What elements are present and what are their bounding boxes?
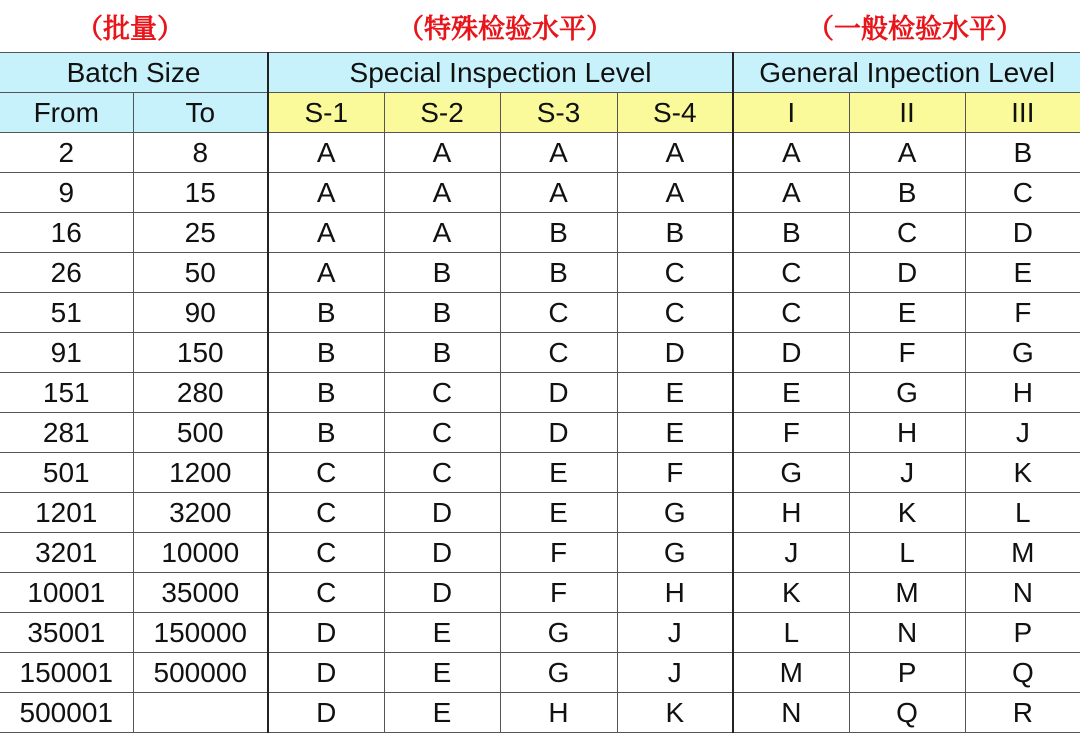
cell-s-1: C xyxy=(268,573,384,613)
cell-s-4: J xyxy=(617,653,733,693)
cell-i: K xyxy=(733,573,849,613)
cell-s-1: A xyxy=(268,213,384,253)
cell-s-4: D xyxy=(617,333,733,373)
cell-ii: B xyxy=(849,173,965,213)
cell-ii: P xyxy=(849,653,965,693)
column-header-i: I xyxy=(733,93,849,133)
cell-ii: C xyxy=(849,213,965,253)
cell-i: C xyxy=(733,253,849,293)
table-row xyxy=(0,573,1080,613)
cell-to: 280 xyxy=(133,373,268,413)
cell-s-1: B xyxy=(268,373,384,413)
cell-from: 51 xyxy=(0,293,133,333)
cell-iii: G xyxy=(965,333,1080,373)
cell-s-4: K xyxy=(617,693,733,733)
cell-from: 16 xyxy=(0,213,133,253)
table-row xyxy=(0,613,1080,653)
cell-s-1: D xyxy=(268,653,384,693)
table-row xyxy=(0,533,1080,573)
batch-label-cn: （批量） xyxy=(76,14,184,45)
cell-s-1: A xyxy=(268,173,384,213)
column-header-row xyxy=(0,93,1080,133)
cell-s-2: A xyxy=(384,173,500,213)
table-row xyxy=(0,413,1080,453)
cell-s-2: D xyxy=(384,493,500,533)
cell-iii: L xyxy=(965,493,1080,533)
cell-to: 3200 xyxy=(133,493,268,533)
table-row xyxy=(0,293,1080,333)
cell-iii: J xyxy=(965,413,1080,453)
cell-s-1: C xyxy=(268,533,384,573)
cell-from: 500001 xyxy=(0,693,133,733)
cell-from: 10001 xyxy=(0,573,133,613)
cell-to: 500000 xyxy=(133,653,268,693)
group-header-row xyxy=(0,53,1080,93)
cell-s-2: B xyxy=(384,293,500,333)
table-row xyxy=(0,693,1080,733)
cell-iii: F xyxy=(965,293,1080,333)
table-row xyxy=(0,373,1080,413)
cell-s-4: H xyxy=(617,573,733,613)
table-row xyxy=(0,133,1080,173)
column-header-ii: II xyxy=(849,93,965,133)
cell-s-4: J xyxy=(617,613,733,653)
cell-iii: R xyxy=(965,693,1080,733)
cell-iii: M xyxy=(965,533,1080,573)
cell-i: J xyxy=(733,533,849,573)
cell-iii: K xyxy=(965,453,1080,493)
cell-iii: B xyxy=(965,133,1080,173)
cell-ii: N xyxy=(849,613,965,653)
cell-ii: L xyxy=(849,533,965,573)
cell-s-3: B xyxy=(500,213,617,253)
general-level-label-cn: （一般检验水平） xyxy=(807,14,1023,45)
cell-s-1: A xyxy=(268,133,384,173)
cell-s-2: A xyxy=(384,213,500,253)
cell-from: 150001 xyxy=(0,653,133,693)
cell-to xyxy=(133,693,268,733)
cell-s-2: D xyxy=(384,573,500,613)
cell-s-3: H xyxy=(500,693,617,733)
cell-s-3: D xyxy=(500,413,617,453)
cell-iii: N xyxy=(965,573,1080,613)
cell-s-3: G xyxy=(500,613,617,653)
table-row xyxy=(0,493,1080,533)
cell-ii: K xyxy=(849,493,965,533)
cell-s-1: A xyxy=(268,253,384,293)
table-row xyxy=(0,213,1080,253)
cell-to: 35000 xyxy=(133,573,268,613)
cell-s-3: D xyxy=(500,373,617,413)
cell-to: 50 xyxy=(133,253,268,293)
cell-ii: H xyxy=(849,413,965,453)
column-header-s-4: S-4 xyxy=(617,93,733,133)
cell-iii: E xyxy=(965,253,1080,293)
cell-s-4: B xyxy=(617,213,733,253)
cell-s-2: A xyxy=(384,133,500,173)
cell-s-4: G xyxy=(617,533,733,573)
cell-s-3: A xyxy=(500,173,617,213)
general-level-header: General Inpection Level xyxy=(733,53,1080,93)
table-row xyxy=(0,173,1080,213)
cell-i: D xyxy=(733,333,849,373)
cell-i: G xyxy=(733,453,849,493)
cell-s-4: E xyxy=(617,413,733,453)
cell-s-1: C xyxy=(268,453,384,493)
cell-from: 35001 xyxy=(0,613,133,653)
special-level-label-cn: （特殊检验水平） xyxy=(397,14,613,45)
cell-s-2: C xyxy=(384,413,500,453)
cell-from: 1201 xyxy=(0,493,133,533)
cell-from: 151 xyxy=(0,373,133,413)
cell-i: A xyxy=(733,133,849,173)
table-row xyxy=(0,333,1080,373)
cell-i: E xyxy=(733,373,849,413)
cell-s-3: C xyxy=(500,293,617,333)
cell-to: 1200 xyxy=(133,453,268,493)
cell-ii: Q xyxy=(849,693,965,733)
column-header-from: From xyxy=(0,93,133,133)
cell-from: 26 xyxy=(0,253,133,293)
cell-s-1: B xyxy=(268,333,384,373)
column-header-s-2: S-2 xyxy=(384,93,500,133)
cell-s-2: E xyxy=(384,653,500,693)
cell-from: 3201 xyxy=(0,533,133,573)
cell-s-2: D xyxy=(384,533,500,573)
table-row xyxy=(0,253,1080,293)
column-header-s-1: S-1 xyxy=(268,93,384,133)
cell-i: B xyxy=(733,213,849,253)
special-level-header: Special Inspection Level xyxy=(268,53,733,93)
cell-s-2: E xyxy=(384,693,500,733)
cell-ii: E xyxy=(849,293,965,333)
cell-s-3: E xyxy=(500,493,617,533)
cell-i: F xyxy=(733,413,849,453)
cell-s-1: C xyxy=(268,493,384,533)
cell-s-2: B xyxy=(384,253,500,293)
cell-s-3: G xyxy=(500,653,617,693)
cell-s-4: G xyxy=(617,493,733,533)
cell-s-3: C xyxy=(500,333,617,373)
cell-s-2: B xyxy=(384,333,500,373)
cell-s-4: E xyxy=(617,373,733,413)
cell-i: L xyxy=(733,613,849,653)
cell-i: N xyxy=(733,693,849,733)
cell-s-2: C xyxy=(384,373,500,413)
batch-size-header: Batch Size xyxy=(0,53,268,93)
cell-iii: H xyxy=(965,373,1080,413)
cell-s-3: A xyxy=(500,133,617,173)
cell-s-1: B xyxy=(268,293,384,333)
cell-s-3: F xyxy=(500,533,617,573)
cell-s-1: B xyxy=(268,413,384,453)
table-row xyxy=(0,453,1080,493)
cell-iii: Q xyxy=(965,653,1080,693)
table-body xyxy=(0,133,1080,733)
column-header-iii: III xyxy=(965,93,1080,133)
cell-from: 501 xyxy=(0,453,133,493)
cell-s-3: E xyxy=(500,453,617,493)
cell-from: 9 xyxy=(0,173,133,213)
cell-to: 8 xyxy=(133,133,268,173)
cell-iii: P xyxy=(965,613,1080,653)
cell-s-1: D xyxy=(268,693,384,733)
column-header-to: To xyxy=(133,93,268,133)
table-row xyxy=(0,653,1080,693)
cell-s-2: C xyxy=(384,453,500,493)
cell-from: 91 xyxy=(0,333,133,373)
cell-ii: G xyxy=(849,373,965,413)
cell-to: 25 xyxy=(133,213,268,253)
cell-ii: J xyxy=(849,453,965,493)
cell-to: 10000 xyxy=(133,533,268,573)
cell-to: 90 xyxy=(133,293,268,333)
cell-to: 150000 xyxy=(133,613,268,653)
cell-s-3: B xyxy=(500,253,617,293)
cell-i: H xyxy=(733,493,849,533)
sample-size-code-table xyxy=(0,52,1080,733)
cell-s-4: A xyxy=(617,173,733,213)
cell-s-2: E xyxy=(384,613,500,653)
cell-ii: D xyxy=(849,253,965,293)
cell-i: A xyxy=(733,173,849,213)
cell-iii: D xyxy=(965,213,1080,253)
cell-iii: C xyxy=(965,173,1080,213)
cell-from: 2 xyxy=(0,133,133,173)
cell-i: M xyxy=(733,653,849,693)
cell-s-3: F xyxy=(500,573,617,613)
cell-s-1: D xyxy=(268,613,384,653)
cell-ii: A xyxy=(849,133,965,173)
cell-to: 500 xyxy=(133,413,268,453)
cell-i: C xyxy=(733,293,849,333)
cell-to: 150 xyxy=(133,333,268,373)
cell-ii: F xyxy=(849,333,965,373)
cell-to: 15 xyxy=(133,173,268,213)
cell-from: 281 xyxy=(0,413,133,453)
cell-s-4: C xyxy=(617,253,733,293)
cell-s-4: C xyxy=(617,293,733,333)
cell-s-4: F xyxy=(617,453,733,493)
cell-ii: M xyxy=(849,573,965,613)
cell-s-4: A xyxy=(617,133,733,173)
column-header-s-3: S-3 xyxy=(500,93,617,133)
